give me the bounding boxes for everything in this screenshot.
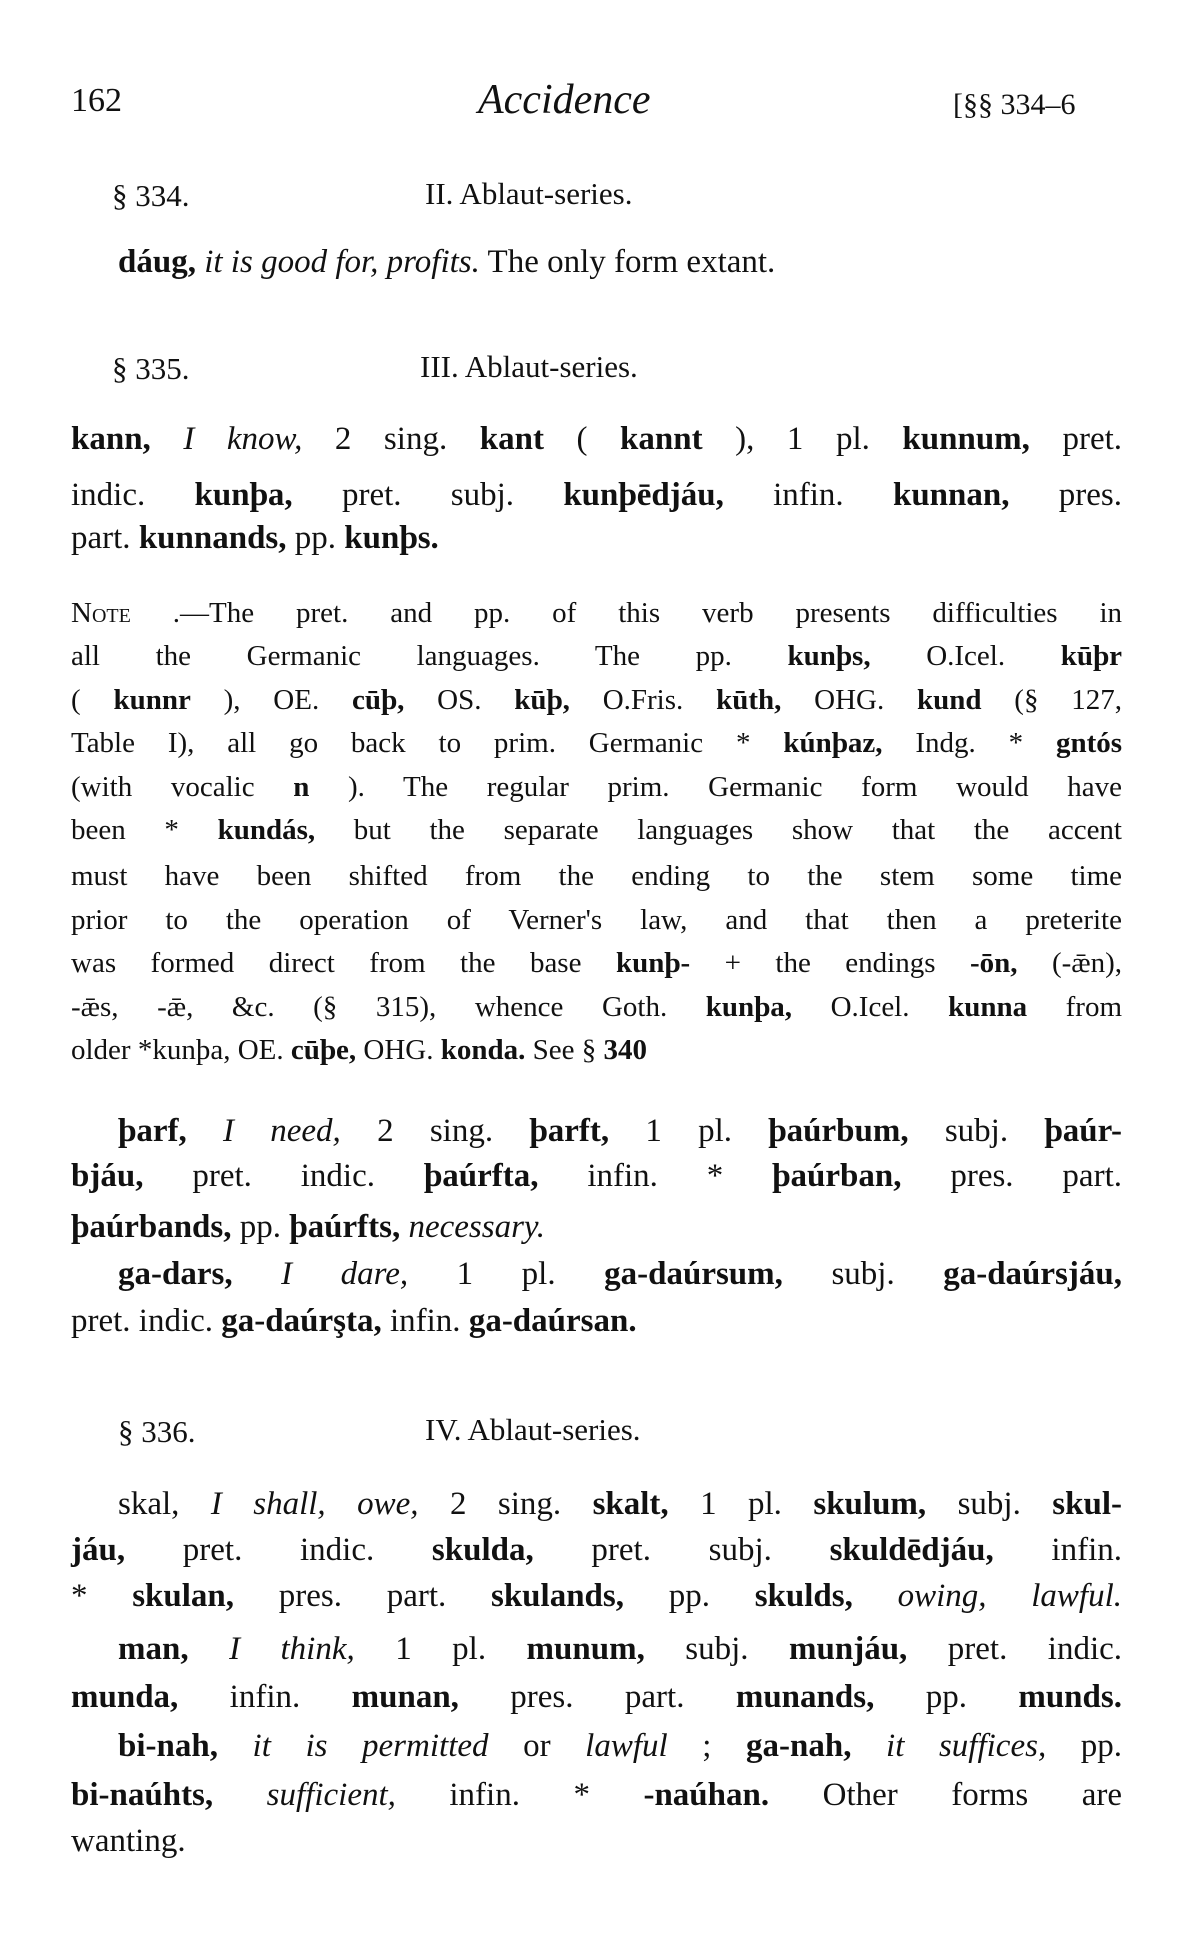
bold-term: -ōn, xyxy=(969,947,1052,979)
bold-term: ga-daúrsan. xyxy=(468,1303,637,1339)
text-line xyxy=(71,989,1122,1025)
text-run: but the separate languages show that the accent xyxy=(353,814,1122,846)
text-run: pres. part. xyxy=(950,1158,1122,1194)
text-run: ( xyxy=(576,421,588,457)
italic-gloss: I dare, xyxy=(281,1256,457,1292)
section-number: § 334. xyxy=(112,178,190,213)
bold-term: munda, xyxy=(71,1679,230,1715)
bold-term: þarft, xyxy=(529,1113,646,1149)
text-run: pp. xyxy=(1080,1728,1123,1764)
text-run: pres. part. xyxy=(510,1679,736,1715)
text-line xyxy=(71,1576,1122,1616)
text-run: pp. xyxy=(668,1578,755,1614)
text-run: infin. xyxy=(229,1679,352,1715)
text-line xyxy=(71,769,1122,805)
text-run: infin. xyxy=(773,477,893,513)
text-run: 1 pl. xyxy=(395,1631,527,1667)
bold-term: munum, xyxy=(526,1631,686,1667)
section-title: II. Ablaut-series. xyxy=(425,176,633,211)
text-run: was formed direct from the base xyxy=(71,947,616,979)
bold-term: kunnands, xyxy=(138,520,295,556)
text-run: pres. xyxy=(1058,477,1122,513)
bold-term: þaúrbands, xyxy=(71,1209,240,1245)
bold-term: skulum, xyxy=(813,1486,958,1522)
text-run: pret. indic. xyxy=(182,1532,432,1568)
text-run: Indg. * xyxy=(915,727,1024,759)
running-title: Accidence xyxy=(478,77,651,123)
bold-term: munjáu, xyxy=(789,1631,948,1667)
section-number: § 335. xyxy=(112,351,190,386)
text-run: older *kunþa, OE. xyxy=(71,1034,291,1066)
bold-term: ga-daúrsjáu, xyxy=(943,1256,1122,1292)
bold-term: konda. xyxy=(440,1034,533,1066)
text-run: ), 1 pl. xyxy=(735,421,903,457)
text-run: OHG. xyxy=(363,1034,441,1066)
italic-gloss: sufficient, xyxy=(266,1777,450,1813)
section-range: [§§ 334–6 xyxy=(953,88,1076,121)
bold-term: 340 xyxy=(603,1034,647,1066)
text-run: from xyxy=(1065,991,1123,1023)
italic-gloss: it is permitted xyxy=(252,1728,524,1764)
text-run: pret. indic. xyxy=(71,1303,222,1339)
bold-term: skulan, xyxy=(132,1578,279,1614)
bold-term: kunnr xyxy=(113,684,191,716)
text-run: * xyxy=(71,1578,88,1614)
text-line xyxy=(71,812,1122,848)
text-line xyxy=(71,1207,1122,1247)
text-run: pp. xyxy=(294,520,345,556)
text-run: OHG. xyxy=(814,684,917,716)
bold-term: skul- xyxy=(1052,1486,1122,1522)
bold-term: munands, xyxy=(735,1679,926,1715)
bold-term: kant xyxy=(479,421,577,457)
bold-term: ga-daúrşta, xyxy=(221,1303,390,1339)
bold-term: cūþe, xyxy=(290,1034,364,1066)
bold-term: kūþ, xyxy=(514,684,603,716)
text-line xyxy=(71,1301,1122,1341)
text-run: must have been shifted from the ending to the stem some time xyxy=(71,860,1122,892)
text-run: pp. xyxy=(239,1209,290,1245)
section-number: § 336. xyxy=(118,1414,196,1449)
italic-gloss: it suffices, xyxy=(886,1728,1081,1764)
text-run: O.Icel. xyxy=(926,640,1061,672)
text-run: + the endings xyxy=(724,947,970,979)
text-line xyxy=(118,1254,1122,1294)
bold-term: bi-nah, xyxy=(118,1728,253,1764)
italic-gloss: necessary. xyxy=(408,1209,545,1245)
page-number: 162 xyxy=(71,82,122,119)
bold-term: kundás, xyxy=(217,814,354,846)
bold-term: bjáu, xyxy=(71,1158,193,1194)
bold-term: þaúrban, xyxy=(772,1158,951,1194)
bold-term: man, xyxy=(118,1631,230,1667)
text-line xyxy=(71,858,1122,894)
text-run: (§ 127, xyxy=(1014,684,1122,716)
text-line xyxy=(118,1629,1122,1669)
text-line xyxy=(71,902,1122,938)
text-run: Table I), all go back to prim. Germanic * xyxy=(71,727,751,759)
text-run: pret. indic. xyxy=(192,1158,424,1194)
bold-term: cūþ, xyxy=(352,684,438,716)
bold-term: kunþs. xyxy=(344,520,439,556)
bold-term: þaúrbum, xyxy=(768,1113,945,1149)
text-run: ( xyxy=(71,684,81,716)
text-line xyxy=(71,1032,1122,1068)
text-line xyxy=(71,725,1122,761)
bold-term: þaúrfts, xyxy=(289,1209,409,1245)
text-line xyxy=(118,242,1122,282)
text-line xyxy=(71,638,1122,674)
text-line xyxy=(118,1726,1122,1766)
bold-term: kunnum, xyxy=(902,421,1063,457)
bold-term: munds. xyxy=(1018,1679,1122,1715)
text-run: prior to the operation of Verner's law, and that then a preterite xyxy=(71,904,1122,936)
italic-gloss: I shall, owe, xyxy=(210,1486,450,1522)
text-run: been * xyxy=(71,814,179,846)
text-run: pret. subj. xyxy=(341,477,564,513)
text-run: 2 sing. xyxy=(334,421,480,457)
text-run: wanting. xyxy=(71,1823,186,1859)
bold-term: kūth, xyxy=(716,684,815,716)
text-run: Other forms are xyxy=(822,1777,1123,1813)
text-run: .—The pret. and pp. of this verb presents difficulties in xyxy=(172,597,1123,629)
text-run: 2 sing. xyxy=(449,1486,593,1522)
section-title: III. Ablaut-series. xyxy=(420,349,638,384)
text-run: subj. xyxy=(957,1486,1053,1522)
text-run: 2 sing. xyxy=(377,1113,530,1149)
bold-term: bi-naúhts, xyxy=(71,1777,267,1813)
bold-term: kund xyxy=(917,684,1015,716)
section-title: IV. Ablaut-series. xyxy=(425,1412,641,1447)
italic-gloss: I know, xyxy=(183,421,335,457)
bold-term: skulds, xyxy=(754,1578,898,1614)
text-line xyxy=(71,419,1122,459)
text-line xyxy=(71,1821,1122,1861)
text-line xyxy=(118,1111,1122,1151)
text-run: -ǣs, -ǣ, &c. (§ 315), whence Goth. xyxy=(71,991,706,1023)
bold-term: dáug, xyxy=(118,244,205,280)
text-run: OS. xyxy=(437,684,515,716)
bold-term: kunnan, xyxy=(892,477,1059,513)
text-run: The only form extant. xyxy=(487,244,776,280)
text-run: or xyxy=(523,1728,586,1764)
text-run: 1 pl. xyxy=(700,1486,814,1522)
text-line xyxy=(71,1156,1122,1196)
text-run: pret. xyxy=(1062,421,1123,457)
bold-term: skuldēdjáu, xyxy=(829,1532,1052,1568)
text-run: See § xyxy=(532,1034,604,1066)
bold-term: n xyxy=(293,771,310,803)
bold-term: skulda, xyxy=(431,1532,592,1568)
text-run: pres. part. xyxy=(278,1578,491,1614)
text-run: 1 pl. xyxy=(456,1256,605,1292)
italic-gloss: owing, lawful. xyxy=(897,1578,1122,1614)
text-line xyxy=(71,475,1122,515)
text-run: 1 pl. xyxy=(645,1113,769,1149)
italic-gloss: lawful xyxy=(585,1728,668,1764)
text-run: ). The regular prim. Germanic form would have xyxy=(348,771,1122,803)
bold-term: munan, xyxy=(351,1679,511,1715)
text-line xyxy=(71,1775,1122,1815)
bold-term: gntós xyxy=(1055,727,1123,759)
bold-term: kunþs, xyxy=(787,640,927,672)
bold-term: ga-nah, xyxy=(746,1728,887,1764)
text-line xyxy=(71,518,1122,558)
text-line xyxy=(71,682,1122,718)
bold-term: kunþēdjáu, xyxy=(563,477,774,513)
text-run: pret. indic. xyxy=(947,1631,1123,1667)
text-run: skal, xyxy=(118,1486,211,1522)
text-run: infin. * xyxy=(587,1158,724,1194)
bold-term: skulands, xyxy=(490,1578,669,1614)
text-line xyxy=(71,1677,1122,1717)
text-run: Note xyxy=(71,597,131,629)
text-run: indic. xyxy=(71,477,195,513)
text-run: subj. xyxy=(685,1631,790,1667)
text-line xyxy=(71,1530,1122,1570)
text-run: infin. xyxy=(389,1303,469,1339)
bold-term: jáu, xyxy=(71,1532,183,1568)
bold-term: þaúr- xyxy=(1044,1113,1122,1149)
text-run: (with vocalic xyxy=(71,771,294,803)
text-run: pret. subj. xyxy=(591,1532,830,1568)
bold-term: ga-dars, xyxy=(118,1256,282,1292)
bold-term: þarf, xyxy=(118,1113,223,1149)
text-run: pp. xyxy=(925,1679,1019,1715)
text-run: subj. xyxy=(831,1256,944,1292)
italic-gloss: I need, xyxy=(223,1113,378,1149)
italic-gloss: I think, xyxy=(229,1631,396,1667)
bold-term: kunþa, xyxy=(194,477,342,513)
text-line xyxy=(71,945,1122,981)
text-run: all the Germanic languages. The pp. xyxy=(71,640,788,672)
bold-term: þaúrfta, xyxy=(423,1158,588,1194)
text-run: ; xyxy=(702,1728,747,1764)
text-run: (-ǣn), xyxy=(1051,947,1123,979)
text-run: part. xyxy=(71,520,139,556)
bold-term: kann, xyxy=(71,421,184,457)
text-run: subj. xyxy=(944,1113,1045,1149)
bold-term: skalt, xyxy=(592,1486,701,1522)
italic-gloss: it is good for, profits. xyxy=(204,244,480,280)
bold-term: kunna xyxy=(948,991,1066,1023)
bold-term: kunþa, xyxy=(705,991,831,1023)
text-run: O.Fris. xyxy=(602,684,717,716)
bold-term: kannt xyxy=(620,421,703,457)
bold-term: kūþr xyxy=(1060,640,1122,672)
text-line xyxy=(71,595,1122,631)
text-run: ), OE. xyxy=(223,684,352,716)
text-run: O.Icel. xyxy=(830,991,949,1023)
bold-term: -naúhan. xyxy=(643,1777,823,1813)
bold-term: kúnþaz, xyxy=(783,727,916,759)
text-line xyxy=(118,1484,1122,1524)
text-run: infin. * xyxy=(449,1777,590,1813)
bold-term: ga-daúrsum, xyxy=(604,1256,832,1292)
text-run: infin. xyxy=(1051,1532,1122,1568)
bold-term: kunþ- xyxy=(615,947,725,979)
